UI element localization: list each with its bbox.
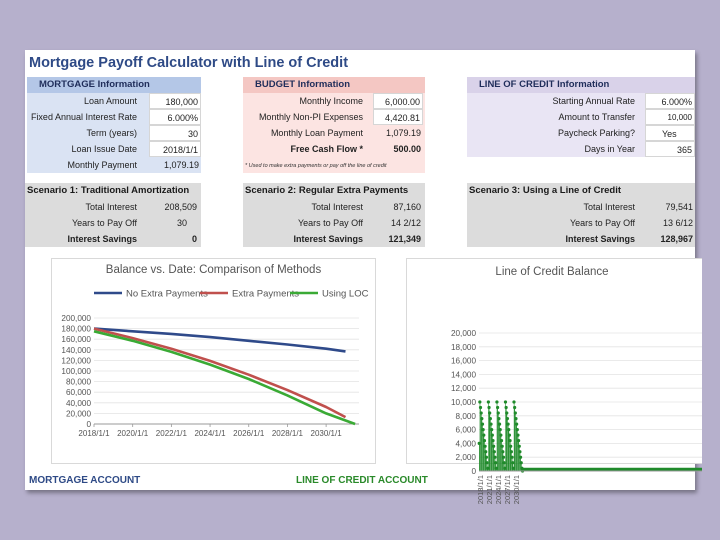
x-tick-label: 2018/1/1 <box>476 475 485 505</box>
loc-balance-marker <box>508 439 511 442</box>
scenario-2-panel <box>243 183 425 247</box>
loc-balance-marker <box>490 428 493 431</box>
loan-payment-value: 1,079.19 <box>385 128 421 138</box>
loc-row-amount-to-transfer <box>467 109 695 125</box>
label: Monthly Loan Payment <box>270 128 363 138</box>
label: Years to Pay Off <box>297 218 363 228</box>
loc-balance-marker <box>491 439 494 442</box>
balance-chart-svg <box>52 259 375 463</box>
loc-balance-marker <box>488 411 491 414</box>
label: Starting Annual Rate <box>552 96 635 106</box>
loc-balance-marker <box>506 423 509 426</box>
loc-balance-marker <box>489 417 492 420</box>
loc-balance-marker <box>512 400 515 403</box>
scenario-1-savings <box>25 231 201 247</box>
label: Paycheck Parking? <box>557 128 635 138</box>
scenario-2-title: Scenario 2: Regular Extra Payments <box>245 185 409 196</box>
loc-balance-marker <box>515 423 518 426</box>
budget-row-income <box>243 93 425 109</box>
y-tick-label: 160,000 <box>61 335 91 345</box>
loc-balance-marker <box>491 434 494 437</box>
loc-balance-marker <box>493 450 496 453</box>
loc-balance-bar <box>511 452 512 471</box>
loc-balance-bar <box>507 413 508 471</box>
label: Interest Savings <box>565 234 635 244</box>
loc-balance-marker <box>505 411 508 414</box>
scenario-3-total-interest <box>467 199 695 215</box>
y-tick-label: 120,000 <box>61 356 91 366</box>
loc-balance-bar <box>515 413 516 471</box>
mortgage-header: MORTGAGE Information <box>27 77 201 93</box>
loan-amount-input[interactable]: 180,000 <box>149 93 201 109</box>
value: 128,967 <box>660 234 693 244</box>
spreadsheet-sheet <box>25 50 695 505</box>
value: 79,541 <box>665 202 693 212</box>
label: Years to Pay Off <box>569 218 635 228</box>
budget-row-loan-payment <box>243 125 425 141</box>
loc-balance-marker <box>502 456 505 459</box>
x-tick-label: 2024/1/1 <box>494 475 503 505</box>
term-input[interactable]: 30 <box>149 125 201 141</box>
y-tick-label: 40,000 <box>65 398 91 408</box>
page-title: Mortgage Payoff Calculator with Line of Credit <box>29 55 349 71</box>
loc-balance-marker <box>501 445 504 448</box>
loc-balance-bar <box>519 446 520 471</box>
loc-balance-marker <box>496 406 499 409</box>
series-line-using-loc <box>94 331 355 424</box>
mortgage-row-issue-date <box>27 141 201 157</box>
mortgage-row-term <box>27 125 201 141</box>
y-tick-label: 8,000 <box>455 411 476 421</box>
y-tick-label: 80,000 <box>65 377 91 387</box>
y-tick-label: 200,000 <box>61 314 91 323</box>
free-cash-flow-value: 500.00 <box>393 144 421 154</box>
mortgage-row-interest-rate <box>27 109 201 125</box>
loc-header: LINE OF CREDIT Information <box>467 77 695 93</box>
y-tick-label: 180,000 <box>61 324 91 334</box>
balance-chart-title: Balance vs. Date: Comparison of Methods <box>105 264 322 276</box>
x-tick-label: 2028/1/1 <box>271 429 304 438</box>
scenario-3-panel <box>467 183 695 247</box>
loc-balance-marker <box>506 417 509 420</box>
loc-balance-bar <box>514 408 515 472</box>
loc-balance-marker <box>507 428 510 431</box>
starting-rate-input[interactable]: 6.000% <box>645 93 695 109</box>
loc-balance-bar <box>489 408 490 472</box>
monthly-income-input[interactable]: 6,000.00 <box>373 93 423 109</box>
loc-balance-marker <box>514 417 517 420</box>
loc-balance-bar <box>498 413 499 471</box>
interest-rate-input[interactable]: 6.000% <box>149 109 201 125</box>
x-tick-label: 2021/1/1 <box>485 475 494 505</box>
loc-balance-bar <box>481 413 482 471</box>
scenario-2-years <box>243 215 425 231</box>
loc-balance-marker <box>504 400 507 403</box>
loc-balance-marker <box>489 423 492 426</box>
x-tick-label: 2026/1/1 <box>233 429 265 438</box>
y-tick-label: 0 <box>86 420 91 429</box>
loc-balance-bar <box>497 408 498 472</box>
y-tick-label: 20,000 <box>450 329 476 338</box>
loc-balance-bar <box>479 443 480 471</box>
days-in-year-input[interactable]: 365 <box>645 141 695 157</box>
loc-balance-marker <box>487 406 490 409</box>
loc-balance-marker <box>519 456 522 459</box>
budget-row-free-cash-flow <box>243 141 425 157</box>
loc-row-paycheck-parking <box>467 125 695 141</box>
label: Fixed Annual Interest Rate <box>30 112 137 122</box>
label: Loan Issue Date <box>71 144 137 154</box>
budget-row-expenses <box>243 109 425 125</box>
x-tick-label: 2030/1/1 <box>512 475 521 505</box>
y-tick-label: 20,000 <box>65 409 91 419</box>
y-tick-label: 60,000 <box>65 388 91 398</box>
scenario-1-total-interest <box>25 199 201 215</box>
y-tick-label: 140,000 <box>61 345 91 355</box>
mortgage-row-monthly-payment <box>27 157 201 173</box>
y-tick-label: 12,000 <box>450 384 476 394</box>
value: 14 2/12 <box>390 218 421 228</box>
label: Free Cash Flow * <box>290 144 363 154</box>
loc-account-label: LINE OF CREDIT ACCOUNT <box>296 475 428 486</box>
loc-balance-bar <box>486 452 487 471</box>
loc-balance-marker <box>501 450 504 453</box>
loc-balance-marker <box>494 461 497 464</box>
loc-balance-marker <box>497 417 500 420</box>
legend-label: No Extra Payments <box>126 288 208 300</box>
loc-balance-bar <box>506 408 507 472</box>
loc-balance-marker <box>485 456 488 459</box>
label: Total Interest <box>311 202 363 212</box>
value: 121,349 <box>388 234 421 244</box>
loc-balance-marker <box>482 428 485 431</box>
loc-balance-marker <box>495 400 498 403</box>
y-tick-label: 6,000 <box>455 425 476 435</box>
y-tick-label: 16,000 <box>450 356 476 366</box>
loc-balance-marker <box>487 400 490 403</box>
loc-balance-marker <box>497 411 500 414</box>
loc-chart[interactable] <box>406 258 702 505</box>
label: Monthly Payment <box>67 160 137 170</box>
loc-balance-bar <box>502 446 503 471</box>
loc-balance-bar <box>503 452 504 471</box>
value: 30 <box>176 218 187 228</box>
x-tick-label: 2018/1/1 <box>78 429 110 438</box>
label: Years to Pay Off <box>71 218 137 228</box>
loc-balance-bar <box>499 419 500 471</box>
loc-balance-marker <box>516 428 519 431</box>
loc-balance-marker <box>484 450 487 453</box>
loc-balance-bar <box>490 413 491 471</box>
scenario-3-years <box>467 215 695 231</box>
x-tick-label: 2030/1/1 <box>310 429 342 438</box>
value: 0 <box>191 234 197 244</box>
label: Loan Amount <box>83 96 137 106</box>
loc-balance-marker <box>505 406 508 409</box>
label: Total Interest <box>583 202 635 212</box>
loc-balance-marker <box>518 450 521 453</box>
loc-balance-marker <box>492 445 495 448</box>
legend-label: Extra Payments <box>232 288 300 300</box>
x-tick-label: 2027/1/1 <box>503 475 512 505</box>
loc-balance-bar <box>494 452 495 471</box>
label: Interest Savings <box>293 234 363 244</box>
loc-balance-marker <box>514 411 517 414</box>
label: Term (years) <box>86 128 137 138</box>
loc-balance-marker <box>510 450 513 453</box>
y-tick-label: 100,000 <box>61 367 91 376</box>
scenario-2-total-interest <box>243 199 425 215</box>
loc-chart-title: Line of Credit Balance <box>495 266 609 278</box>
loc-balance-marker <box>493 456 496 459</box>
mortgage-account-label: MORTGAGE ACCOUNT <box>29 475 141 486</box>
value: 13 6/12 <box>662 218 693 228</box>
mortgage-row-loan-amount <box>27 93 201 109</box>
loc-balance-marker <box>508 434 511 437</box>
amount-to-transfer-input[interactable]: 10,000 <box>645 109 695 125</box>
loc-balance-marker <box>478 400 481 403</box>
loc-balance-marker <box>499 428 502 431</box>
loc-balance-marker <box>480 411 483 414</box>
loc-balance-bar <box>482 419 483 471</box>
budget-footnote: * Used to make extra payments or pay off the line of credit <box>245 163 387 169</box>
loc-balance-marker <box>480 417 483 420</box>
loc-balance-marker <box>495 467 498 470</box>
loc-balance-bar <box>480 408 481 472</box>
x-tick-label: 2020/1/1 <box>117 429 149 438</box>
label: Amount to Transfer <box>558 112 635 122</box>
loc-balance-marker <box>499 434 502 437</box>
label: Days in Year <box>584 144 635 154</box>
loc-balance-marker <box>516 434 519 437</box>
loc-balance-marker <box>520 461 523 464</box>
paycheck-parking-select[interactable]: Yes <box>645 125 695 141</box>
label: Interest Savings <box>67 234 137 244</box>
scenario-3-title: Scenario 3: Using a Line of Credit <box>469 185 622 196</box>
expenses-input[interactable]: 4,420.81 <box>373 109 423 125</box>
loc-balance-marker <box>503 467 506 470</box>
loc-balance-bar <box>493 446 494 471</box>
legend-label: Using LOC <box>322 288 369 300</box>
budget-header: BUDGET Information <box>243 77 425 93</box>
x-tick-label: 2024/1/1 <box>194 429 226 438</box>
y-tick-label: 0 <box>471 467 476 476</box>
loc-balance-bar <box>485 446 486 471</box>
loc-balance-marker <box>484 445 487 448</box>
monthly-payment-value: 1,079.19 <box>163 160 199 170</box>
loc-row-starting-rate <box>467 93 695 109</box>
loc-chart-svg <box>407 259 702 505</box>
loc-balance-marker <box>483 439 486 442</box>
scenario-1-panel <box>25 183 201 247</box>
loc-row-days-in-year <box>467 141 695 157</box>
loc-balance-marker <box>503 461 506 464</box>
loc-balance-marker <box>479 406 482 409</box>
label: Monthly Income <box>299 96 363 106</box>
loc-balance-marker <box>498 423 501 426</box>
value: 208,509 <box>164 202 197 212</box>
scenario-3-savings <box>467 231 695 247</box>
loc-balance-marker <box>510 456 513 459</box>
y-tick-label: 18,000 <box>450 342 476 352</box>
y-tick-label: 2,000 <box>455 453 476 463</box>
scenario-1-title: Scenario 1: Traditional Amortization <box>27 185 190 196</box>
y-tick-label: 4,000 <box>455 439 476 449</box>
scenario-1-years <box>25 215 201 231</box>
loc-balance-bar <box>490 419 491 471</box>
label: Monthly Non-PI Expenses <box>258 112 363 122</box>
y-tick-label: 14,000 <box>450 370 476 380</box>
loc-balance-marker <box>482 434 485 437</box>
issue-date-input[interactable]: 2018/1/1 <box>149 141 201 157</box>
loc-balance-marker <box>513 406 516 409</box>
x-tick-label: 2022/1/1 <box>155 429 187 438</box>
y-tick-label: 10,000 <box>450 398 476 407</box>
loc-balance-marker <box>509 445 512 448</box>
loc-balance-marker <box>500 439 503 442</box>
scenario-2-savings <box>243 231 425 247</box>
loc-balance-marker <box>481 423 484 426</box>
balance-chart[interactable] <box>51 258 376 464</box>
value: 87,160 <box>393 202 421 212</box>
loc-balance-bar <box>507 419 508 471</box>
loc-balance-bar <box>520 452 521 471</box>
loc-balance-marker <box>518 445 521 448</box>
loc-balance-bar <box>516 419 517 471</box>
loc-balance-marker <box>517 439 520 442</box>
loc-balance-bar <box>511 446 512 471</box>
label: Total Interest <box>85 202 137 212</box>
